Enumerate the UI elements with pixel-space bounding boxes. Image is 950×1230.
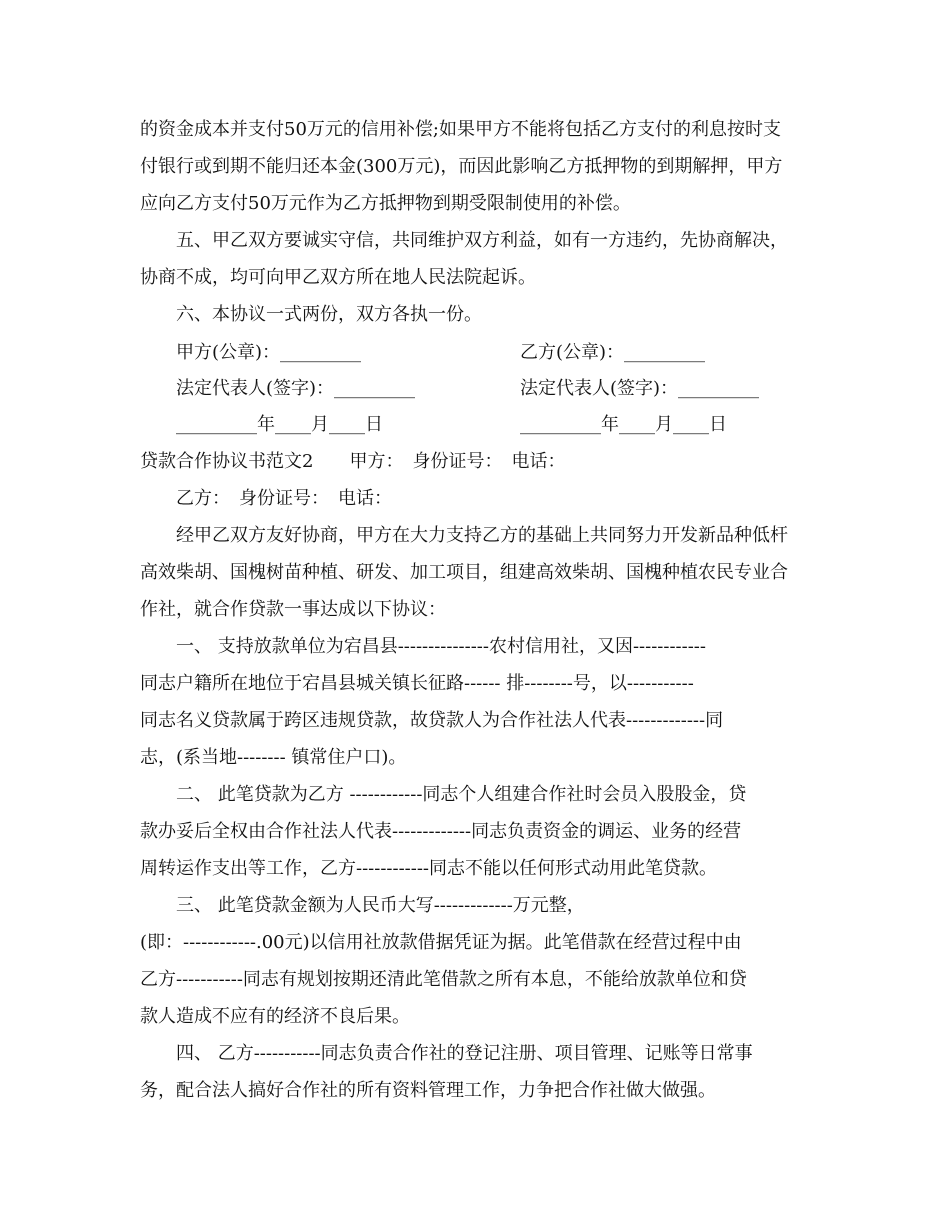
text-line: 的资金成本并支付50万元的信用补偿;如果甲方不能将包括乙方支付的利息按时支 xyxy=(140,119,781,140)
party-a-seal: 甲方(公章)：_________ xyxy=(176,342,362,363)
clause-three: 三、 此笔贷款金额为人民币大写-------------万元整， xyxy=(176,895,585,916)
text-line: 协商不成，均可向甲乙双方所在地人民法院起诉。 xyxy=(140,267,536,288)
text-line: (即：------------.00元)以信用社放款借据凭证为据。此笔借款在经营过程中由 xyxy=(140,932,742,953)
text-line: 周转运作支出等工作，乙方------------同志不能以任何形式动用此笔贷款。 xyxy=(140,858,717,879)
text-line: 款办妥后全权由合作社法人代表-------------同志负责资金的调运、业务的经营 xyxy=(140,821,742,842)
clause-four: 四、 乙方-----------同志负责合作社的登记注册、项目管理、记账等日常事 xyxy=(176,1043,753,1064)
text-line: 作社，就合作贷款一事达成以下协议： xyxy=(140,599,446,620)
text-line: 务，配合法人搞好合作社的所有资料管理工作，力争把合作社做大做强。 xyxy=(140,1080,716,1101)
party-b-date: _________年____月____日 xyxy=(520,414,727,435)
clause-two: 二、 此笔贷款为乙方 ------------同志个人组建合作社时会员入股股金，贷 xyxy=(176,784,747,805)
clause-five: 五、甲乙双方要诚实守信，共同维护双方利益，如有一方违约，先协商解决， xyxy=(176,230,788,251)
text-line: 同志名义贷款属于跨区违规贷款，故贷款人为合作社法人代表-------------同 xyxy=(140,710,724,731)
text-line: 乙方-----------同志有规划按期还清此笔借款之所有本息，不能给放款单位和贷 xyxy=(140,969,747,990)
intro-line: 经甲乙双方友好协商，甲方在大力支持乙方的基础上共同努力开发新品种低杆 xyxy=(176,525,788,546)
text-line: 付银行或到期不能归还本金(300万元)，而因此影响乙方抵押物的到期解押，甲方 xyxy=(140,156,783,177)
section-heading: 贷款合作协议书范文2 甲方： 身份证号： 电话： xyxy=(140,451,566,472)
party-b-info: 乙方： 身份证号： 电话： xyxy=(176,488,392,509)
party-b-representative: 法定代表人(签字)：_________ xyxy=(520,378,760,399)
party-a-date: _________年____月____日 xyxy=(176,414,383,435)
clause-six: 六、本协议一式两份，双方各执一份。 xyxy=(176,304,482,325)
text-line: 款人造成不应有的经济不良后果。 xyxy=(140,1006,410,1027)
text-line: 同志户籍所在地位于宕昌县城关镇长征路------ 排--------号，以----------- xyxy=(140,673,694,694)
text-line: 应向乙方支付50万元作为乙方抵押物到期受限制使用的补偿。 xyxy=(140,193,631,214)
party-a-representative: 法定代表人(签字)：_________ xyxy=(176,378,416,399)
text-line: 高效柴胡、国槐树苗种植、研发、加工项目，组建高效柴胡、国槐种植农民专业合 xyxy=(140,562,788,583)
party-b-seal: 乙方(公章)：_________ xyxy=(520,342,706,363)
text-line: 志，(系当地-------- 镇常住户口)。 xyxy=(140,747,407,768)
clause-one: 一、 支持放款单位为宕昌县---------------农村信用社，又因------------ xyxy=(176,636,706,657)
